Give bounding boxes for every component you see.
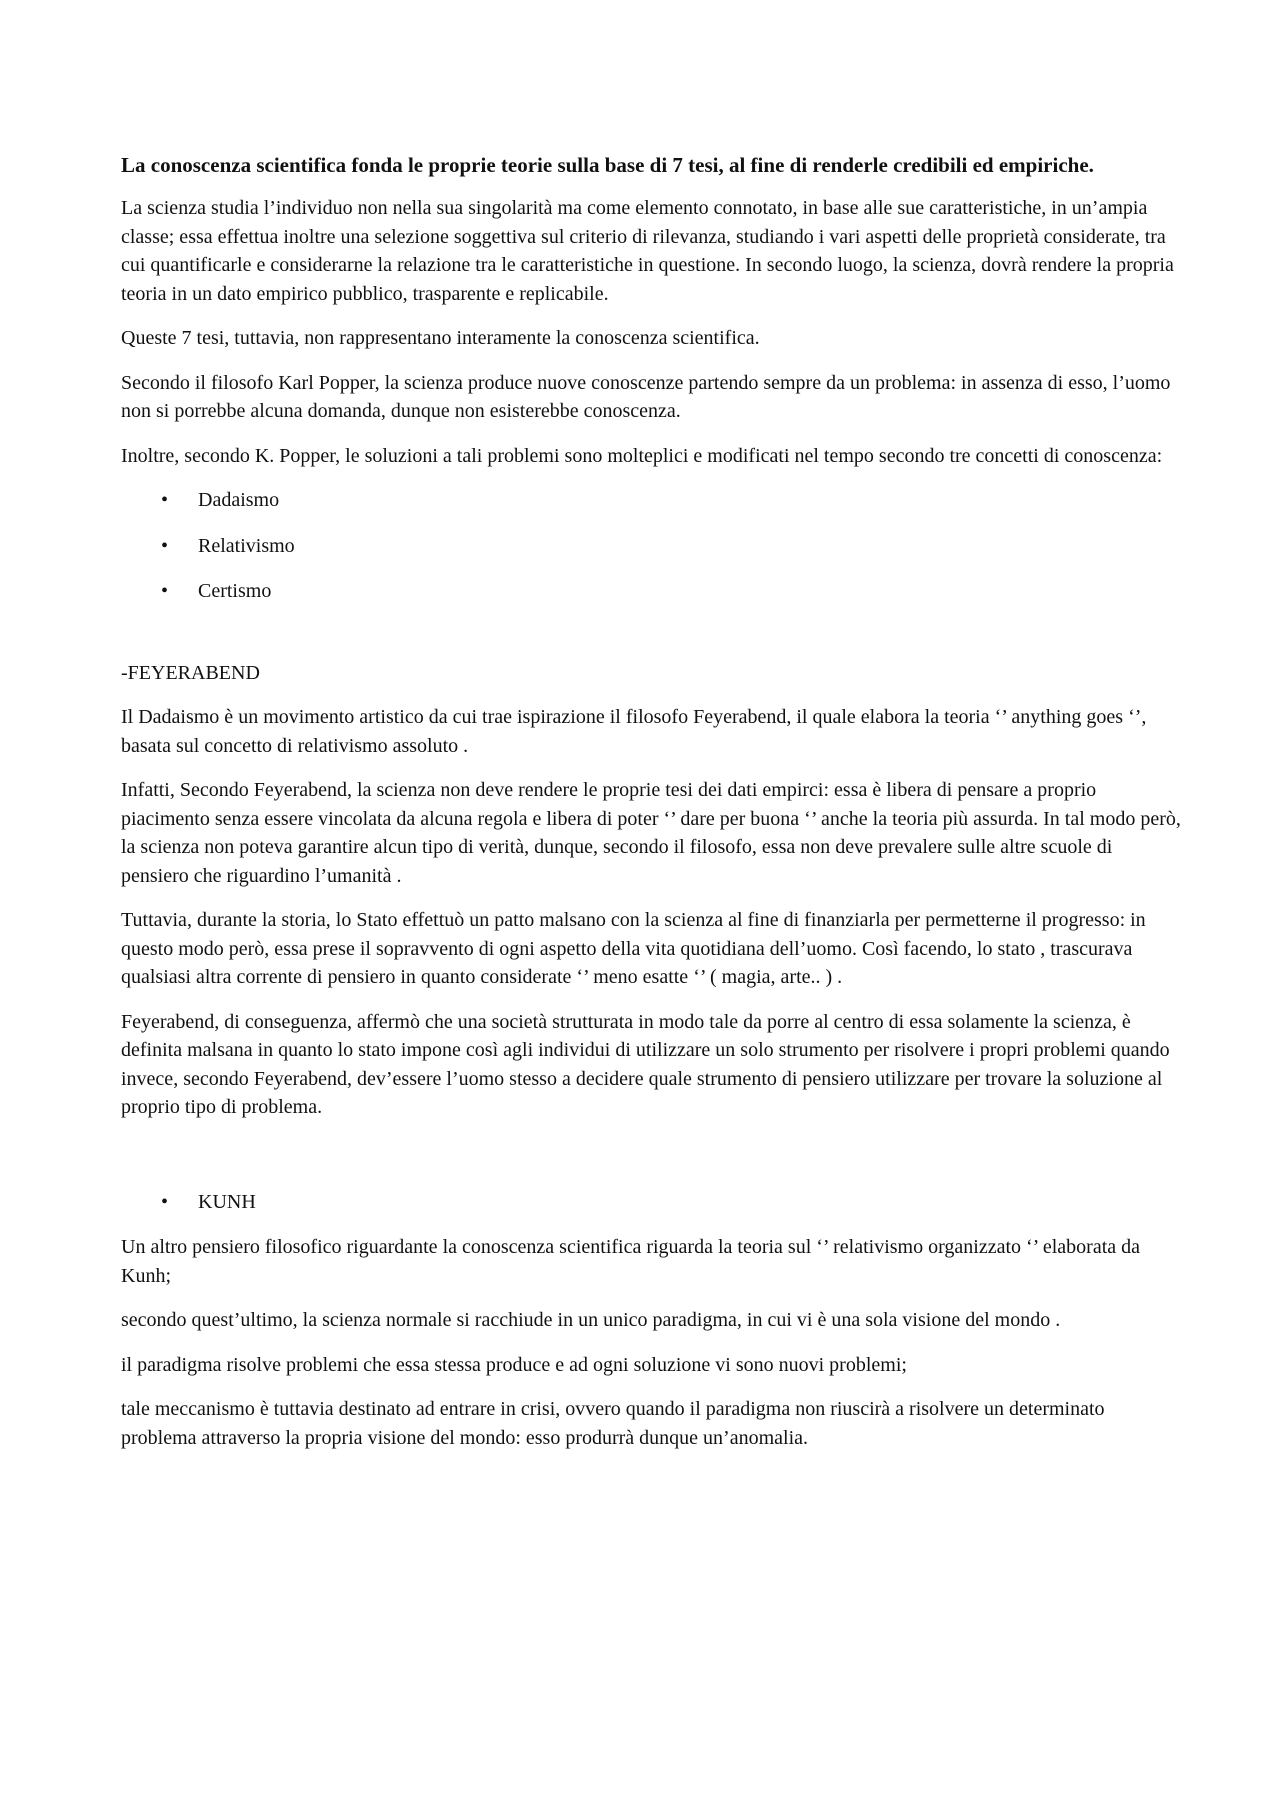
list-item-label: Relativismo: [198, 534, 295, 557]
paragraph-intro-2: Queste 7 tesi, tuttavia, non rappresentano interamente la conoscenza scientifica.: [121, 327, 760, 349]
document-page: [121, 150, 1181, 1468]
paragraph-kunh-4: tale meccanismo è tuttavia destinato ad entrare in crisi, ovvero quando il paradigma non riuscirà a risolvere un determinato problema attraverso la propria visione del mondo: esso produrrà dunque un’anomalia.: [121, 1398, 1105, 1449]
bullet-icon: •: [161, 489, 169, 511]
paragraph-feyerabend-1: Il Dadaismo è un movimento artistico da cui trae ispirazione il filosofo Feyerabend, il quale elabora la teoria ‘’ anything goes ‘’, basata sul concetto di relativismo assoluto .: [121, 706, 1147, 757]
section-heading-label: KUNH: [198, 1190, 256, 1213]
bullet-icon: •: [161, 580, 169, 602]
paragraph-intro-1: La scienza studia l’individuo non nella sua singolarità ma come elemento connotato, in base alle sue caratteristiche, in un’ampia classe; essa effettua inoltre una selezione soggettiva sul criterio di rilevanza, studiando i vari aspetti delle proprietà considerate, tra cui quantificarle e considerarne la relazione tra le caratteristiche in questione. In secondo luogo, la scienza, dovrà rendere la propria teoria in un dato empirico pubblico, trasparente e replicabile.: [121, 197, 1174, 305]
paragraph-feyerabend-2: Infatti, Secondo Feyerabend, la scienza non deve rendere le proprie tesi dei dati empirci: essa è libera di pensare a proprio piacimento senza essere vincolata da alcuna regola e libera di poter ‘’ dare per buona ‘’ anche la teoria più assurda. In tal modo però, la scienza non poteva garantire alcun tipo di verità, dunque, secondo il filosofo, essa non deve prevalere sulle altre scuole di pensiero che riguardino l’umanità .: [121, 779, 1181, 887]
paragraph-feyerabend-4: Feyerabend, di conseguenza, affermò che una società strutturata in modo tale da porre al centro di essa solamente la scienza, è definita malsana in quanto lo stato impone così agli individui di utilizzare un solo strumento per risolvere i propri problemi quando invece, secondo Feyerabend, dev’essere l’uomo stesso a decidere quale strumento di pensiero utilizzare per trovare la soluzione al proprio tipo di problema.: [121, 1010, 1170, 1118]
paragraph-kunh-2: secondo quest’ultimo, la scienza normale si racchiude in un unico paradigma, in cui vi è una sola visione del mondo .: [121, 1309, 1061, 1331]
paragraph-kunh-1: Un altro pensiero filosofico riguardante la conoscenza scientifica riguarda la teoria sul ‘’ relativismo organizzato ‘’ elaborata da Kunh;: [121, 1236, 1141, 1287]
paragraph-feyerabend-3: Tuttavia, durante la storia, lo Stato effettuò un patto malsano con la scienza al fine di finanziarla per permetterne il progresso: in questo modo però, essa prese il sopravvento di ogni aspetto della vita quotidiana dell’uomo. Così facendo, lo stato , trascurava qualsiasi altra corrente di pensiero in quanto considerate ‘’ meno esatte ‘’ ( magia, arte.. ) .: [121, 909, 1146, 988]
section-heading-kunh: [121, 1188, 1181, 1217]
section-heading-kunh-list: [121, 1188, 1181, 1217]
list-item: [121, 577, 1181, 606]
paragraph-intro-3: Secondo il filosofo Karl Popper, la scienza produce nuove conoscenze partendo sempre da un problema: in assenza di esso, l’uomo non si porrebbe alcuna domanda, dunque non esisterebbe conoscenza.: [121, 371, 1171, 422]
concepts-list: [121, 486, 1181, 606]
document-title: La conoscenza scientifica fonda le proprie teorie sulla base di 7 tesi, al fine di renderle credibili ed empiriche.: [121, 153, 1094, 177]
list-item: [121, 532, 1181, 561]
list-item: [121, 486, 1181, 515]
section-heading-feyerabend: -FEYERABEND: [121, 661, 260, 684]
blank-line: [121, 623, 1181, 659]
paragraph-intro-4: Inoltre, secondo K. Popper, le soluzioni a tali problemi sono molteplici e modificati nel tempo secondo tre concetti di conoscenza:: [121, 444, 1163, 467]
bullet-icon: •: [161, 1190, 169, 1213]
paragraph-kunh-3: il paradigma risolve problemi che essa stessa produce e ad ogni soluzione vi sono nuovi problemi;: [121, 1353, 907, 1376]
bullet-icon: •: [161, 534, 169, 557]
blank-line: [121, 1138, 1181, 1188]
list-item-label: Certismo: [198, 580, 272, 602]
list-item-label: Dadaismo: [198, 489, 280, 511]
